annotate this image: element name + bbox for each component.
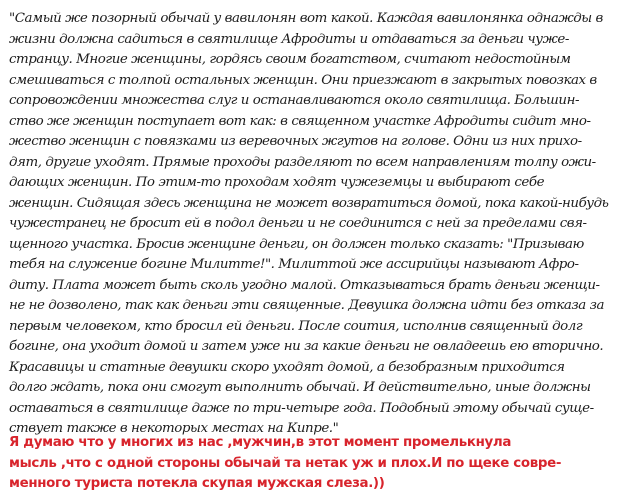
comment-line: менного туриста потекла скупая мужская слеза.)) xyxy=(9,476,385,491)
herodotus-quote xyxy=(9,9,608,440)
quote-line: диту. Плата может быть сколь угодно малой. Отказываться брать деньги женщи- xyxy=(9,277,600,293)
quote-line: "Самый же позорный обычай у вавилонян вот какой. Каждая вавилонянка однажды в xyxy=(9,11,603,26)
quote-line: чужестранец не бросит ей в подол деньги и не соединится с ней за пределами свя- xyxy=(9,216,587,231)
quote-line: сопровождении множества слуг и останавливаются около святилища. Большин- xyxy=(9,93,580,108)
quote-line: первым человеком, кто бросил ей деньги. После соития, исполнив священный долг xyxy=(9,318,583,334)
quote-line: смешиваться с толпой остальных женщин. Они приезжают в закрытых повозках в xyxy=(9,72,597,88)
quote-line: жество женщин с повязками из веревочных жгутов на голове. Одни из них прихо- xyxy=(9,134,582,149)
quote-line: ствует также в некоторых местах на Кипре." xyxy=(9,421,339,436)
quote-line: ство же женщин поступает вот как: в священном участке Афродиты сидит мно- xyxy=(9,113,591,129)
quote-line: странцу. Многие женщины, гордясь своим богатством, считают недостойным xyxy=(9,52,571,67)
quote-line: долго ждать, пока они смогут выполнить обычай. И действительно, иные должны xyxy=(9,380,591,395)
quote-line: жизни должна садиться в святилище Афродиты и отдаваться за деньги чуже- xyxy=(9,31,569,47)
quote-line: оставаться в святилище даже по три-четыре года. Подобный этому обычай суще- xyxy=(9,400,594,416)
author-comment xyxy=(9,433,561,495)
quote-line: богине, она уходит домой и затем уже ни за какие деньги не овладеешь ею вторично. xyxy=(9,339,604,354)
quote-line: дят, другие уходят. Прямые проходы разделяют по всем направлениям толпу ожи- xyxy=(9,154,596,170)
quote-line: тебя на служение богине Милитте!". Милиттой же ассирийцы называют Афро- xyxy=(9,257,579,272)
quote-line: женщин. Сидящая здесь женщина не может возвратиться домой, пока какой-нибудь xyxy=(9,195,609,211)
quote-line: не не дозволено, так как деньги эти священные. Девушка должна идти без отказа за xyxy=(9,298,605,313)
comment-line: Я думаю что у многих из нас ,мужчин,в этот момент промелькнула xyxy=(9,435,512,450)
quote-line: дающих женщин. По этим-то проходам ходят чужеземцы и выбирают себе xyxy=(9,175,545,190)
comment-line: мысль ,что с одной стороны обычай та нетак уж и плох.И по щеке совре- xyxy=(9,455,562,471)
quote-line: Красавицы и статные девушки скоро уходят домой, а безобразным приходится xyxy=(9,359,565,375)
quote-line: щенного участка. Бросив женщине деньги, он должен только сказать: "Призываю xyxy=(9,236,584,252)
